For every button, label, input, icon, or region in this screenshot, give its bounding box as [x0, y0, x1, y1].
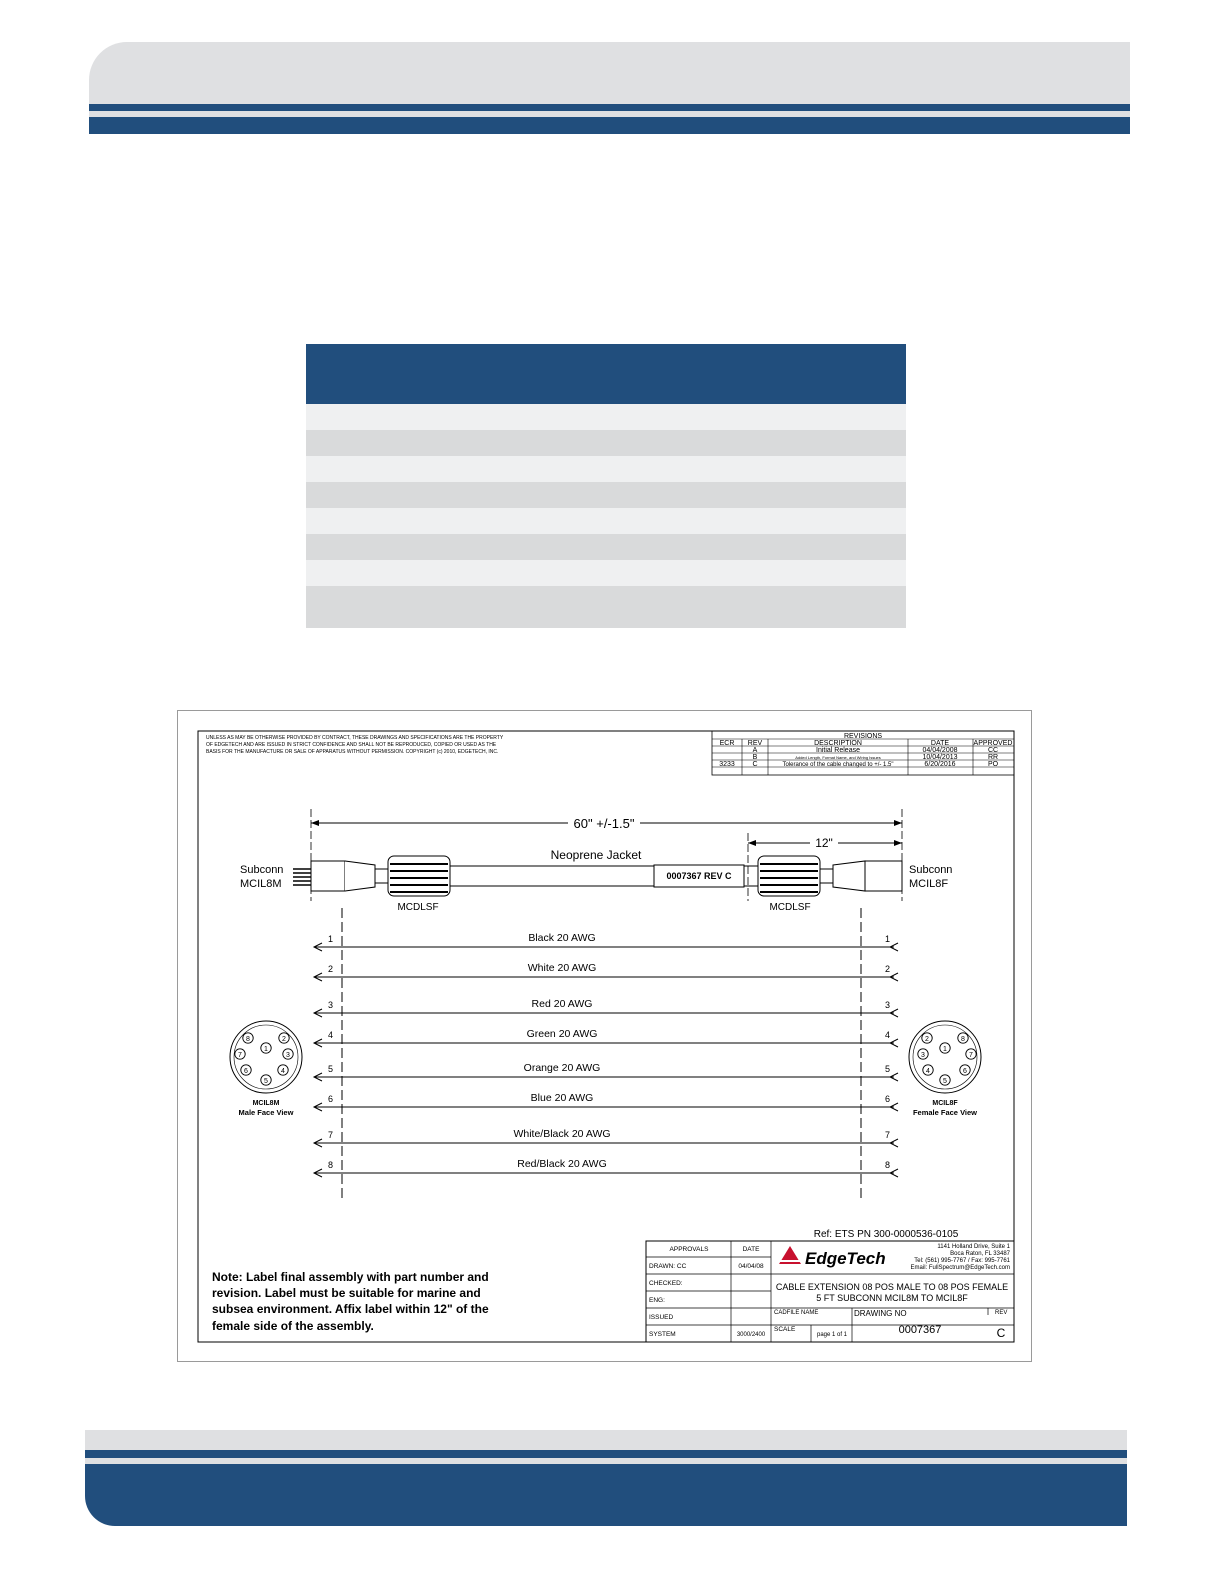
female-face-name: MCIL8F — [932, 1100, 958, 1107]
rev-cell: RR — [987, 754, 999, 761]
jacket-label: Neoprene Jacket — [550, 848, 642, 862]
wire-pin-right: 7 — [885, 1130, 891, 1140]
page-number: page 1 of 1 — [816, 1332, 848, 1338]
male-face-view — [230, 1021, 302, 1117]
connector-pin-number: 7 — [969, 1051, 973, 1059]
wire-row — [314, 932, 898, 951]
date-header: DATE — [742, 1246, 760, 1253]
wiring-diagram — [314, 932, 898, 1177]
rev-cell: A — [752, 747, 758, 754]
connector-pin-number: 1 — [943, 1045, 947, 1053]
header-band — [89, 42, 1130, 104]
drawing-title: 5 FT SUBCONN MCIL8M TO MCIL8F — [816, 1293, 968, 1303]
approvals-header: APPROVALS — [669, 1246, 709, 1253]
connector-pin-number: 4 — [281, 1067, 285, 1075]
eng-label: ENG: — [649, 1297, 665, 1304]
female-face-view — [909, 1021, 981, 1117]
drawn-by: DRAWN: CC — [649, 1263, 687, 1270]
revisions-title: REVISIONS — [843, 733, 883, 740]
wire-pin-right: 3 — [885, 1000, 891, 1010]
drawing-rev: C — [996, 1326, 1006, 1340]
wire-label: Red 20 AWG — [531, 998, 593, 1010]
connector-pin-number: 2 — [282, 1035, 286, 1043]
table-row — [306, 508, 906, 534]
rev-header: APPROVED — [973, 740, 1013, 747]
left-locking-sleeve — [388, 856, 450, 896]
wire-label: White/Black 20 AWG — [513, 1128, 611, 1140]
rev-cell: Initial Release — [816, 747, 860, 754]
table-row — [306, 534, 906, 560]
wire-pin-right: 8 — [885, 1160, 891, 1170]
left-connector-label: MCIL8M — [240, 878, 282, 890]
right-connector-label: MCIL8F — [909, 878, 949, 890]
overall-length-label: 60" +/-1.5" — [573, 816, 635, 831]
header-stripe — [89, 104, 1130, 111]
connector-pin-number: 5 — [943, 1077, 947, 1085]
rev-cell: 04/04/2008 — [922, 747, 958, 754]
table-row — [306, 482, 906, 508]
rev-header: DATE — [930, 740, 950, 747]
company-address: Boca Raton, FL 33487 — [950, 1251, 1010, 1257]
spec-table — [306, 344, 906, 628]
connector-pin-number: 5 — [264, 1077, 268, 1085]
connector-pin-number: 8 — [961, 1035, 965, 1043]
wire-row — [314, 1128, 898, 1147]
wire-pin-left: 4 — [328, 1030, 334, 1040]
connector-pin-number: 3 — [921, 1051, 925, 1059]
company-address: Email: FullSpectrum@EdgeTech.com — [910, 1265, 1010, 1271]
drawn-date: 04/04/08 — [738, 1263, 764, 1270]
wire-label: Green 20 AWG — [526, 1028, 598, 1040]
wire-pin-right: 5 — [885, 1064, 891, 1074]
wire-label: Black 20 AWG — [528, 932, 596, 944]
cable-drawing — [177, 710, 1032, 1362]
wire-row — [314, 962, 898, 981]
wire-label: Blue 20 AWG — [530, 1092, 594, 1104]
drawing-no-label: DRAWING NO — [854, 1309, 907, 1318]
left-connector-label: Subconn — [240, 864, 284, 876]
right-lock-label: MCDLSF — [769, 902, 811, 913]
system-label: SYSTEM — [649, 1331, 676, 1338]
wire-label: Red/Black 20 AWG — [517, 1158, 607, 1170]
wire-pin-right: 1 — [885, 934, 891, 944]
company-address: 1141 Holland Drive, Suite 1 — [937, 1244, 1010, 1250]
wire-row — [314, 1062, 898, 1081]
note-line: Note: Label final assembly with part number and — [212, 1270, 489, 1284]
wire-row — [314, 1158, 898, 1177]
rev-cell: Added Length, Format Name, and Wiring Issues — [795, 755, 881, 760]
checked-label: CHECKED: — [649, 1280, 683, 1287]
table-row — [306, 404, 906, 430]
table-row — [306, 430, 906, 456]
disclaimer-line: UNLESS AS MAY BE OTHERWISE PROVIDED BY CONTRACT, THESE DRAWINGS AND SPECIFICATIONS ARE THE PROPERTY — [206, 735, 504, 741]
footer-stripe — [85, 1464, 1127, 1526]
rev-label: REV — [995, 1310, 1008, 1316]
note-line: female side of the assembly. — [212, 1319, 374, 1333]
issued-label: ISSUED — [649, 1314, 674, 1321]
title-block — [646, 1241, 1014, 1342]
scale-label: SCALE — [774, 1326, 796, 1333]
footer-stripe — [85, 1450, 1127, 1458]
wire-pin-right: 6 — [885, 1094, 891, 1104]
drawing-title: CABLE EXTENSION 08 POS MALE TO 08 POS FEMALE — [775, 1282, 1009, 1292]
wire-pin-right: 2 — [885, 964, 891, 974]
male-face-name: MCIL8M — [252, 1100, 280, 1107]
wire-label: Orange 20 AWG — [523, 1062, 601, 1074]
connector-pin-number: 6 — [963, 1067, 967, 1075]
footer-band — [85, 1430, 1127, 1450]
revision-table — [712, 731, 1014, 775]
rev-cell: CC — [987, 747, 999, 754]
disclaimer-block — [206, 735, 504, 755]
wire-row — [314, 1028, 898, 1047]
table-row — [306, 560, 906, 586]
rev-cell: Tolerance of the cable changed to +/- 1.5" — [782, 762, 894, 768]
left-connector-body — [311, 861, 345, 891]
rev-cell: PO — [987, 761, 999, 768]
wire-row — [314, 998, 898, 1017]
rev-header: ECR — [719, 740, 735, 747]
rev-cell: B — [752, 754, 758, 761]
cad-file-label: CADFILE NAME — [774, 1310, 819, 1316]
reference-number: Ref: ETS PN 300-0000536-0105 — [813, 1229, 959, 1240]
note-line: revision. Label must be suitable for marine and — [212, 1286, 481, 1300]
wire-pin-left: 3 — [328, 1000, 334, 1010]
right-connector-label: Subconn — [909, 864, 953, 876]
wire-pin-left: 8 — [328, 1160, 334, 1170]
rev-cell: C — [752, 761, 758, 768]
rev-header: DESCRIPTION — [814, 740, 862, 747]
connector-pin-number: 3 — [286, 1051, 290, 1059]
connector-pin-number: 4 — [926, 1067, 930, 1075]
system-value: 3000/2400 — [736, 1332, 766, 1338]
wire-label: White 20 AWG — [527, 962, 597, 974]
company-logo-text: EdgeTech — [805, 1249, 886, 1268]
rev-cell: 10/04/2013 — [922, 754, 958, 761]
left-lock-label: MCDLSF — [397, 902, 439, 913]
company-address: Tel: (561) 995-7767 / Fax: 995-7761 — [914, 1258, 1010, 1264]
wire-pin-left: 6 — [328, 1094, 334, 1104]
drawing-svg — [178, 711, 1033, 1363]
disclaimer-line: BASIS FOR THE MANUFACTURE OR SALE OF APPARATUS WITHOUT PERMISSION. COPYRIGHT (c) 2010, EDGETECH, INC. — [206, 749, 499, 755]
part-number-text: 0007367 REV C — [666, 871, 732, 881]
label-distance: 12" — [815, 836, 833, 850]
rev-header: REV — [747, 740, 763, 747]
wire-pin-left: 5 — [328, 1064, 334, 1074]
right-connector-body — [865, 861, 902, 891]
note-line: subsea environment. Affix label within 12" of the — [212, 1302, 489, 1316]
right-locking-sleeve — [758, 856, 820, 896]
connector-pin-number: 7 — [238, 1051, 242, 1059]
table-row — [306, 456, 906, 482]
drawing-number: 0007367 — [898, 1324, 942, 1336]
assembly-note — [212, 1270, 489, 1333]
wire-pin-left: 1 — [328, 934, 334, 944]
table-row — [306, 586, 906, 628]
rev-cell: 3233 — [719, 761, 735, 768]
male-face-caption: Male Face View — [238, 1108, 294, 1117]
connector-pin-number: 2 — [925, 1035, 929, 1043]
connector-pin-number: 1 — [264, 1045, 268, 1053]
female-face-caption: Female Face View — [912, 1108, 978, 1117]
wire-pin-left: 7 — [328, 1130, 334, 1140]
wire-pin-right: 4 — [885, 1030, 891, 1040]
rev-cell: 6/20/2016 — [924, 761, 956, 768]
disclaimer-line: OF EDGETECH AND ARE ISSUED IN STRICT CONFIDENCE AND SHALL NOT BE REPRODUCED, COPIED OR USED AS THE — [206, 742, 497, 748]
connector-pin-number: 6 — [244, 1067, 248, 1075]
wire-pin-left: 2 — [328, 964, 334, 974]
spec-table-header — [306, 344, 906, 404]
connector-pin-number: 8 — [246, 1035, 250, 1043]
header-stripe — [89, 117, 1130, 134]
wire-row — [314, 1092, 898, 1111]
cable-assembly — [240, 848, 952, 913]
